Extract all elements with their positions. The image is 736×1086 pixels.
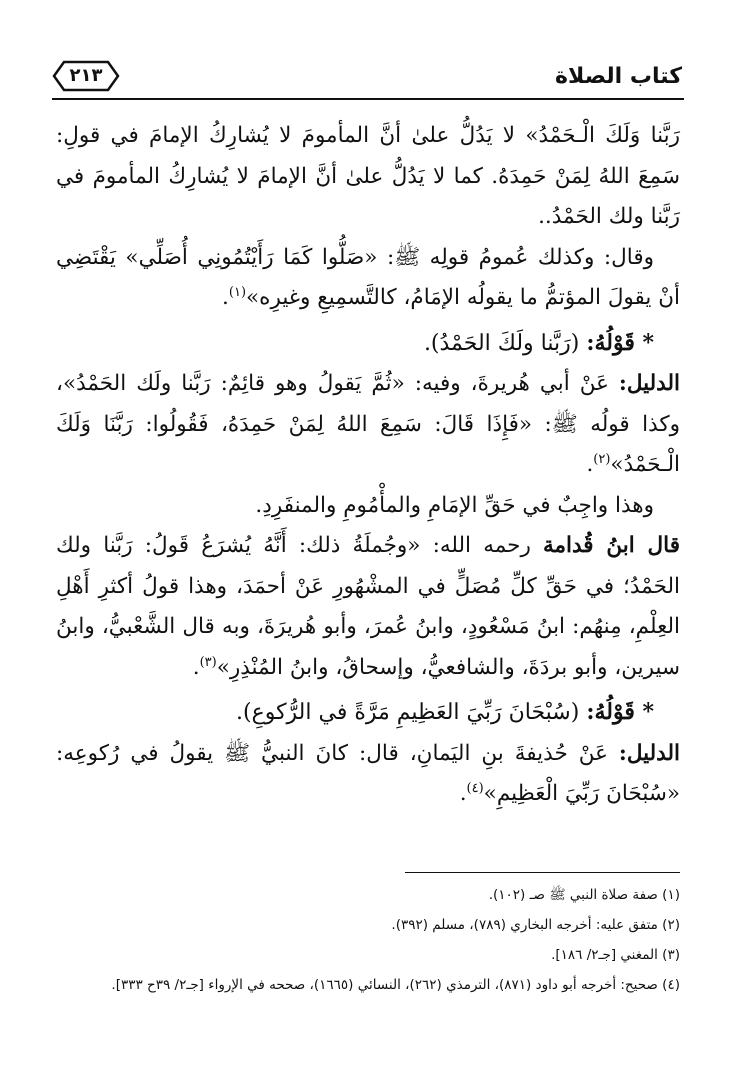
footnote-ref-3: (٣) [199, 654, 217, 670]
main-text [56, 116, 680, 815]
paragraph-2: وقال: وكذلك عُمومُ قولِه ﷺ: «صَلُّوا كَمَا رَأَيْتُمُونِي أُصَلِّي» يَقْتَضِي أنْ يقولَ المؤتمُّ ما يقولُه الإمَامُ، كالتَّسمِيعِ وغيرِه»$^{(١)}$. [56, 244, 680, 310]
heading-rabbana-star: * قَوْلُهُ: [586, 329, 654, 356]
paragraph-2-text: وقال: وكذلك عُمومُ قولِه ﷺ: «صَلُّوا كَمَا رَأَيْتُمُونِي أُصَلِّي» يَقْتَضِي أنْ يقولَ المؤتمُّ ما يقولُه الإمَامُ، كالتَّسمِيعِ وغيرِه» [56, 244, 680, 310]
footnote-ref-2: (٢) [593, 451, 611, 467]
paragraph-8-lead: الدليل: [618, 740, 680, 766]
heading-subhana [56, 692, 680, 734]
footnote-4: (٤) صحيح: أخرجه أبو داود (٨٧١)، الترمذي (٢٦٢)، النسائي (١٦٦٥)، صححه في الإرواء [جـ٢/ ٣٩ح ٣٣٣]. [111, 977, 680, 993]
page-number-badge [52, 60, 120, 92]
footnotes [56, 880, 680, 1000]
footnote-1: (١) صفة صلاة النبي ﷺ صـ (١٠٢). [488, 887, 680, 903]
paragraph-8 [56, 734, 680, 815]
heading-rabbana [56, 323, 680, 365]
footnote-3: (٣) المغني [جـ٢/ ١٨٦]. [551, 947, 680, 963]
paragraph-1-text: رَبَّنا وَلَكَ الْـحَمْدُ» لا يَدُلُّ علىٰ أنَّ المأمومَ لا يُشارِكُ الإمامَ في قولِ: سَمِعَ اللهُ لِمَنْ حَمِدَهُ. كما لا يَدُلُّ علىٰ أنَّ الإمامَ لا يُشارِكُ المأمومَ في رَبَّنا ولك الحَمْدُ.. [56, 123, 680, 229]
footnote-ref-4: (٤) [466, 780, 484, 796]
footnote-ref-1: (١) [228, 284, 247, 300]
paragraph-4: الدليل: عَنْ أبي هُريرةَ، وفيه: «ثُمَّ يَقولُ وهو قائِمٌ: رَبَّنا ولَك الحَمْدُ»، وكذا قولُه ﷺ: «فَإِذَا قَالَ: سَمِعَ اللهُ لِمَنْ حَمِدَهُ، فَقُولُوا: رَبَّنَا وَلَكَ الْـحَمْدُ»$^{(٢)}$. [56, 371, 680, 477]
paragraph-4-lead: الدليل: [618, 371, 680, 396]
heading-subhana-star: * قَوْلُهُ: [586, 699, 654, 725]
header-divider [52, 98, 684, 100]
footnote-divider [405, 872, 680, 873]
paragraph-6: قال ابنُ قُدامة رحمه الله: «وجُملَةُ ذلك: أَنَّهُ يُشرَعُ قَولُ: رَبَّنا ولك الحَمْدُ؛ في حَقِّ كلِّ مُصَلٍّ في المشْهُورِ عَنْ أحمَدَ، وهذا قولُ أكثرِ أَهْلِ العِلْمِ، مِنهُم: ابنُ مَسْعُودٍ، وابنُ عُمرَ، وأبو هُريرَةَ، وبه قال الشَّعْبيُّ، وابنُ سيرين، وأبو بردَةَ، والشافعيُّ، وإسحاقُ، وابنُ المُنْذِرِ»$^{(٣)}$. [56, 533, 680, 680]
footnote-2: (٢) متفق عليه: أخرجه البخاري (٧٨٩)، مسلم (٣٩٢). [391, 917, 680, 933]
paragraph-5-text: وهذا واجِبٌ في حَقِّ الإمَامِ والمأْمُومِ والمنفَرِدِ. [255, 492, 654, 518]
paragraph-1 [56, 116, 680, 238]
page-number: ٢١٣ [69, 65, 103, 86]
paragraph-8-end: . [459, 781, 467, 806]
paragraph-4-text: عَنْ أبي هُريرةَ، وفيه: «ثُمَّ يَقولُ وهو قائِمٌ: رَبَّنا ولَك الحَمْدُ»، وكذا قولُه ﷺ: «فَإِذَا قَالَ: سَمِعَ اللهُ لِمَنْ حَمِدَهُ، فَقُولُوا: رَبَّنَا وَلَكَ الْـحَمْدُ» [56, 371, 680, 477]
paragraph-6-text: رحمه الله: «وجُملَةُ ذلك: أَنَّهُ يُشرَعُ قَولُ: رَبَّنا ولك الحَمْدُ؛ في حَقِّ كلِّ مُصَلٍّ في المشْهُورِ عَنْ أحمَدَ، وهذا قولُ أكثرِ أَهْلِ العِلْمِ، مِنهُم: ابنُ مَسْعُودٍ، وابنُ عُمرَ، وأبو هُريرَةَ، وبه قال الشَّعْبيُّ، وابنُ سيرين، وأبو بردَةَ، والشافعيُّ، وإسحاقُ، وابنُ المُنْذِرِ» [56, 533, 680, 680]
book-title: كتاب الصلاة [555, 64, 682, 89]
page-header [52, 62, 684, 100]
paragraph-8-text: عَنْ حُذيفةَ بنِ اليَمانِ، قال: كانَ النبيُّ ﷺ يقولُ في رُكوعِه: «سُبْحَانَ رَبِّيَ الْعَظِيمِ» [56, 740, 680, 806]
paragraph-5 [56, 486, 680, 527]
heading-rabbana-text: (رَبَّنا ولَكَ الحَمْدُ). [423, 330, 587, 356]
heading-subhana-text: (سُبْحَانَ رَبِّيَ العَظِيمِ مَرَّةً في الرُّكوعِ). [236, 700, 587, 725]
paragraph-6-lead: قال ابنُ قُدامة [543, 533, 680, 558]
